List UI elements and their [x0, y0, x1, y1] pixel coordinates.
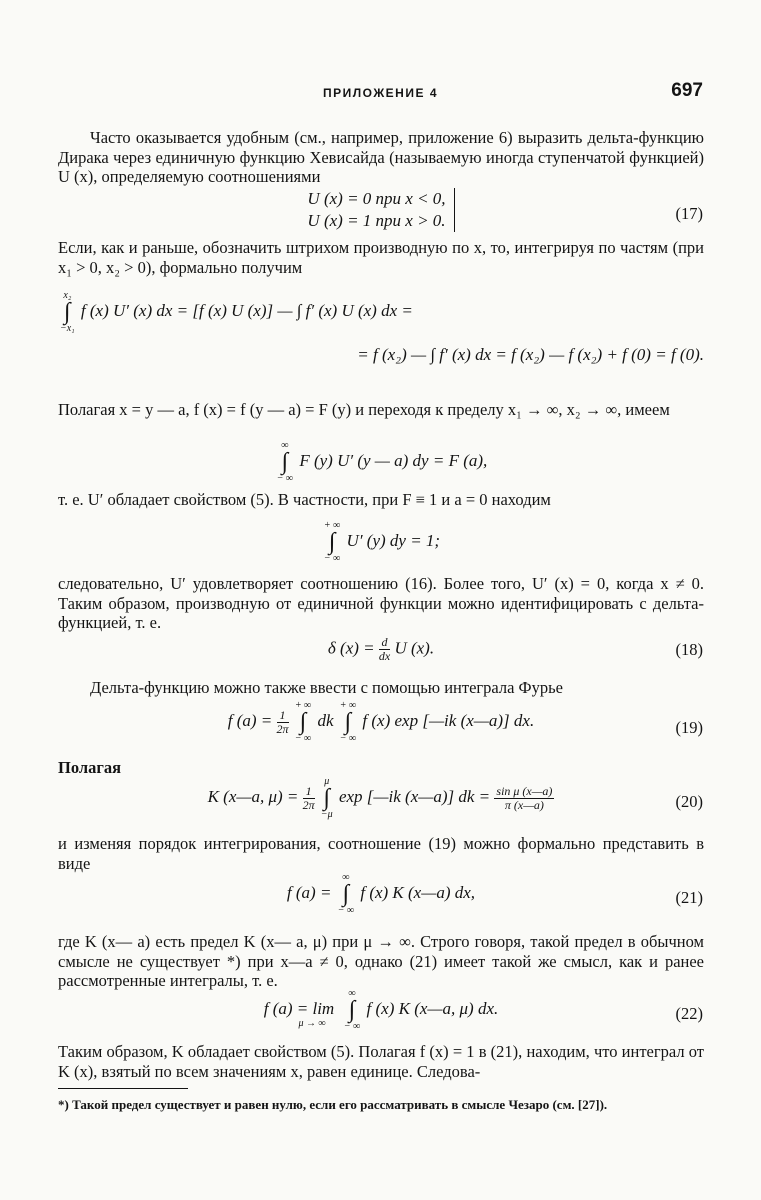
equation-c — [58, 520, 704, 564]
integral-sign: ∞ ∫ − ∞ — [343, 988, 361, 1032]
integral-sign: + ∞ ∫ − ∞ — [339, 700, 357, 744]
eq-b-body: F (y) U′ (y — a) dy = F (a), — [299, 450, 488, 470]
integral-sign: ∞ ∫ − ∞ — [337, 872, 355, 916]
eq17-line2: U (x) = 1 при x > 0. — [307, 211, 446, 230]
eq17-line1: U (x) = 0 при x < 0, — [307, 189, 446, 208]
integral-sign: μ ∫ −μ — [320, 776, 333, 820]
footnote-rule — [58, 1088, 188, 1089]
paragraph-5: следовательно, U′ удовлетворяет соотношению (16). Более того, U′ (x) = 0, когда x ≠ 0. Таким образом, производную от единичной функции можно идентифицировать с дельта-функцией, т. е. — [58, 574, 704, 632]
integral-sign: ∞ ∫ − ∞ — [276, 440, 294, 484]
paragraph-1: Часто оказывается удобным (см., например, приложение 6) выразить дельта-функцию Дирака через единичную функцию Хевисайда (называемую иногда ступенчатой функцией) U (x), определяемую соотношениями — [58, 128, 704, 186]
integral-sign: x₂ ∫ −x₁ — [60, 290, 75, 334]
fraction: $\frac{d}{dx}$ — [378, 635, 391, 663]
eq-c-body: U′ (y) dy = 1; — [346, 530, 441, 550]
paragraph-2: Если, как и раньше, обозначить штрихом производную по x, то, интегрируя по частям (при x₁ > 0, x₂ > 0), формально получим — [58, 238, 704, 277]
eq18-number: (18) — [675, 640, 703, 659]
paragraph-8: и изменяя порядок интегрирования, соотношение (19) можно формально представить в виде — [58, 834, 704, 873]
eq21-number: (21) — [675, 888, 703, 907]
eq22-number: (22) — [675, 1004, 703, 1023]
limit-subscript: μ → ∞ — [298, 1017, 326, 1029]
equation-17 — [58, 188, 704, 232]
paragraph-10: Таким образом, K обладает свойством (5). Полагая f (x) = 1 в (21), находим, что интеграл от K (x), взятый по всем значениям x, равен единице. Следова- — [58, 1042, 704, 1081]
eq-a2-body: = f (x₂) — ∫ f′ (x) dx = f (x₂) — f (x₂) + f (0) = f (0). — [357, 345, 704, 364]
paragraph-6: Дельта-функцию можно также ввести с помощью интеграла Фурье — [90, 678, 563, 697]
equation-18: δ (x) = $\frac{d}{dx}$ U (x). — [327, 635, 435, 663]
equation-19: f (a) = $\frac{1}{2\pi}$ + ∞ ∫ − ∞ dk + ∞ ∫ − ∞ f (x) exp [—ik (x—a)] dx. — [227, 700, 535, 744]
integral-sign: + ∞ ∫ − ∞ — [294, 700, 312, 744]
integral-sign: + ∞ ∫ − ∞ — [323, 520, 341, 564]
equation-b — [58, 440, 704, 484]
fraction: $\frac{1}{2\pi}$ — [276, 707, 289, 736]
paragraph-9: где K (x— a) есть предел K (x— a, μ) при μ → ∞. Строго говоря, такой предел в обычном смысле не существует *) при x—a ≠ 0, однако (21) имеет такой же смысл, как и ранее рассмотренные интегралы, т. е. — [58, 932, 704, 990]
page-number: 697 — [671, 80, 703, 101]
fraction: $\frac{1}{2\pi}$ — [302, 783, 315, 812]
eq17-number: (17) — [675, 204, 703, 223]
fraction: $\frac{\text{sin μ (x—a)}}{\pi (x—a)}$ — [496, 783, 553, 812]
footnote: *) Такой предел существует и равен нулю, если его рассматривать в смысле Чезаро (см. [27]). — [58, 1097, 608, 1112]
running-header: ПРИЛОЖЕНИЕ 4 — [322, 86, 438, 100]
equation-22: f (a) = lim $_{\mu \to \infty}$ ∞ ∫ − ∞ f (x) K (x—a, μ) dx. — [263, 988, 499, 1032]
equation-20: K (x—a, μ) = $\frac{1}{2\pi}$ μ ∫ −μ exp [—ik (x—a)] dk = $\frac{\text{sin μ (x—a)}}{\pi (x—a)}$ — [207, 776, 553, 820]
eq20-number: (20) — [675, 792, 703, 811]
paragraph-7: Полагая — [58, 758, 122, 777]
paragraph-3: Полагая x = y — a, f (x) = f (y — a) = F (y) и переходя к пределу x₁ → ∞, x₂ → ∞, имеем — [58, 400, 670, 419]
equation-a2 — [58, 345, 704, 365]
eq-a1-body: f (x) U′ (x) dx = [f (x) U (x)] — ∫ f′ (x) U (x) dx = — [80, 300, 413, 320]
paragraph-4: т. е. U′ обладает свойством (5). В частности, при F ≡ 1 и a = 0 находим — [58, 490, 551, 509]
eq19-number: (19) — [675, 718, 703, 737]
equation-21: f (a) = ∞ ∫ − ∞ f (x) K (x—a) dx, — [286, 872, 476, 916]
equation-a1 — [58, 290, 704, 334]
